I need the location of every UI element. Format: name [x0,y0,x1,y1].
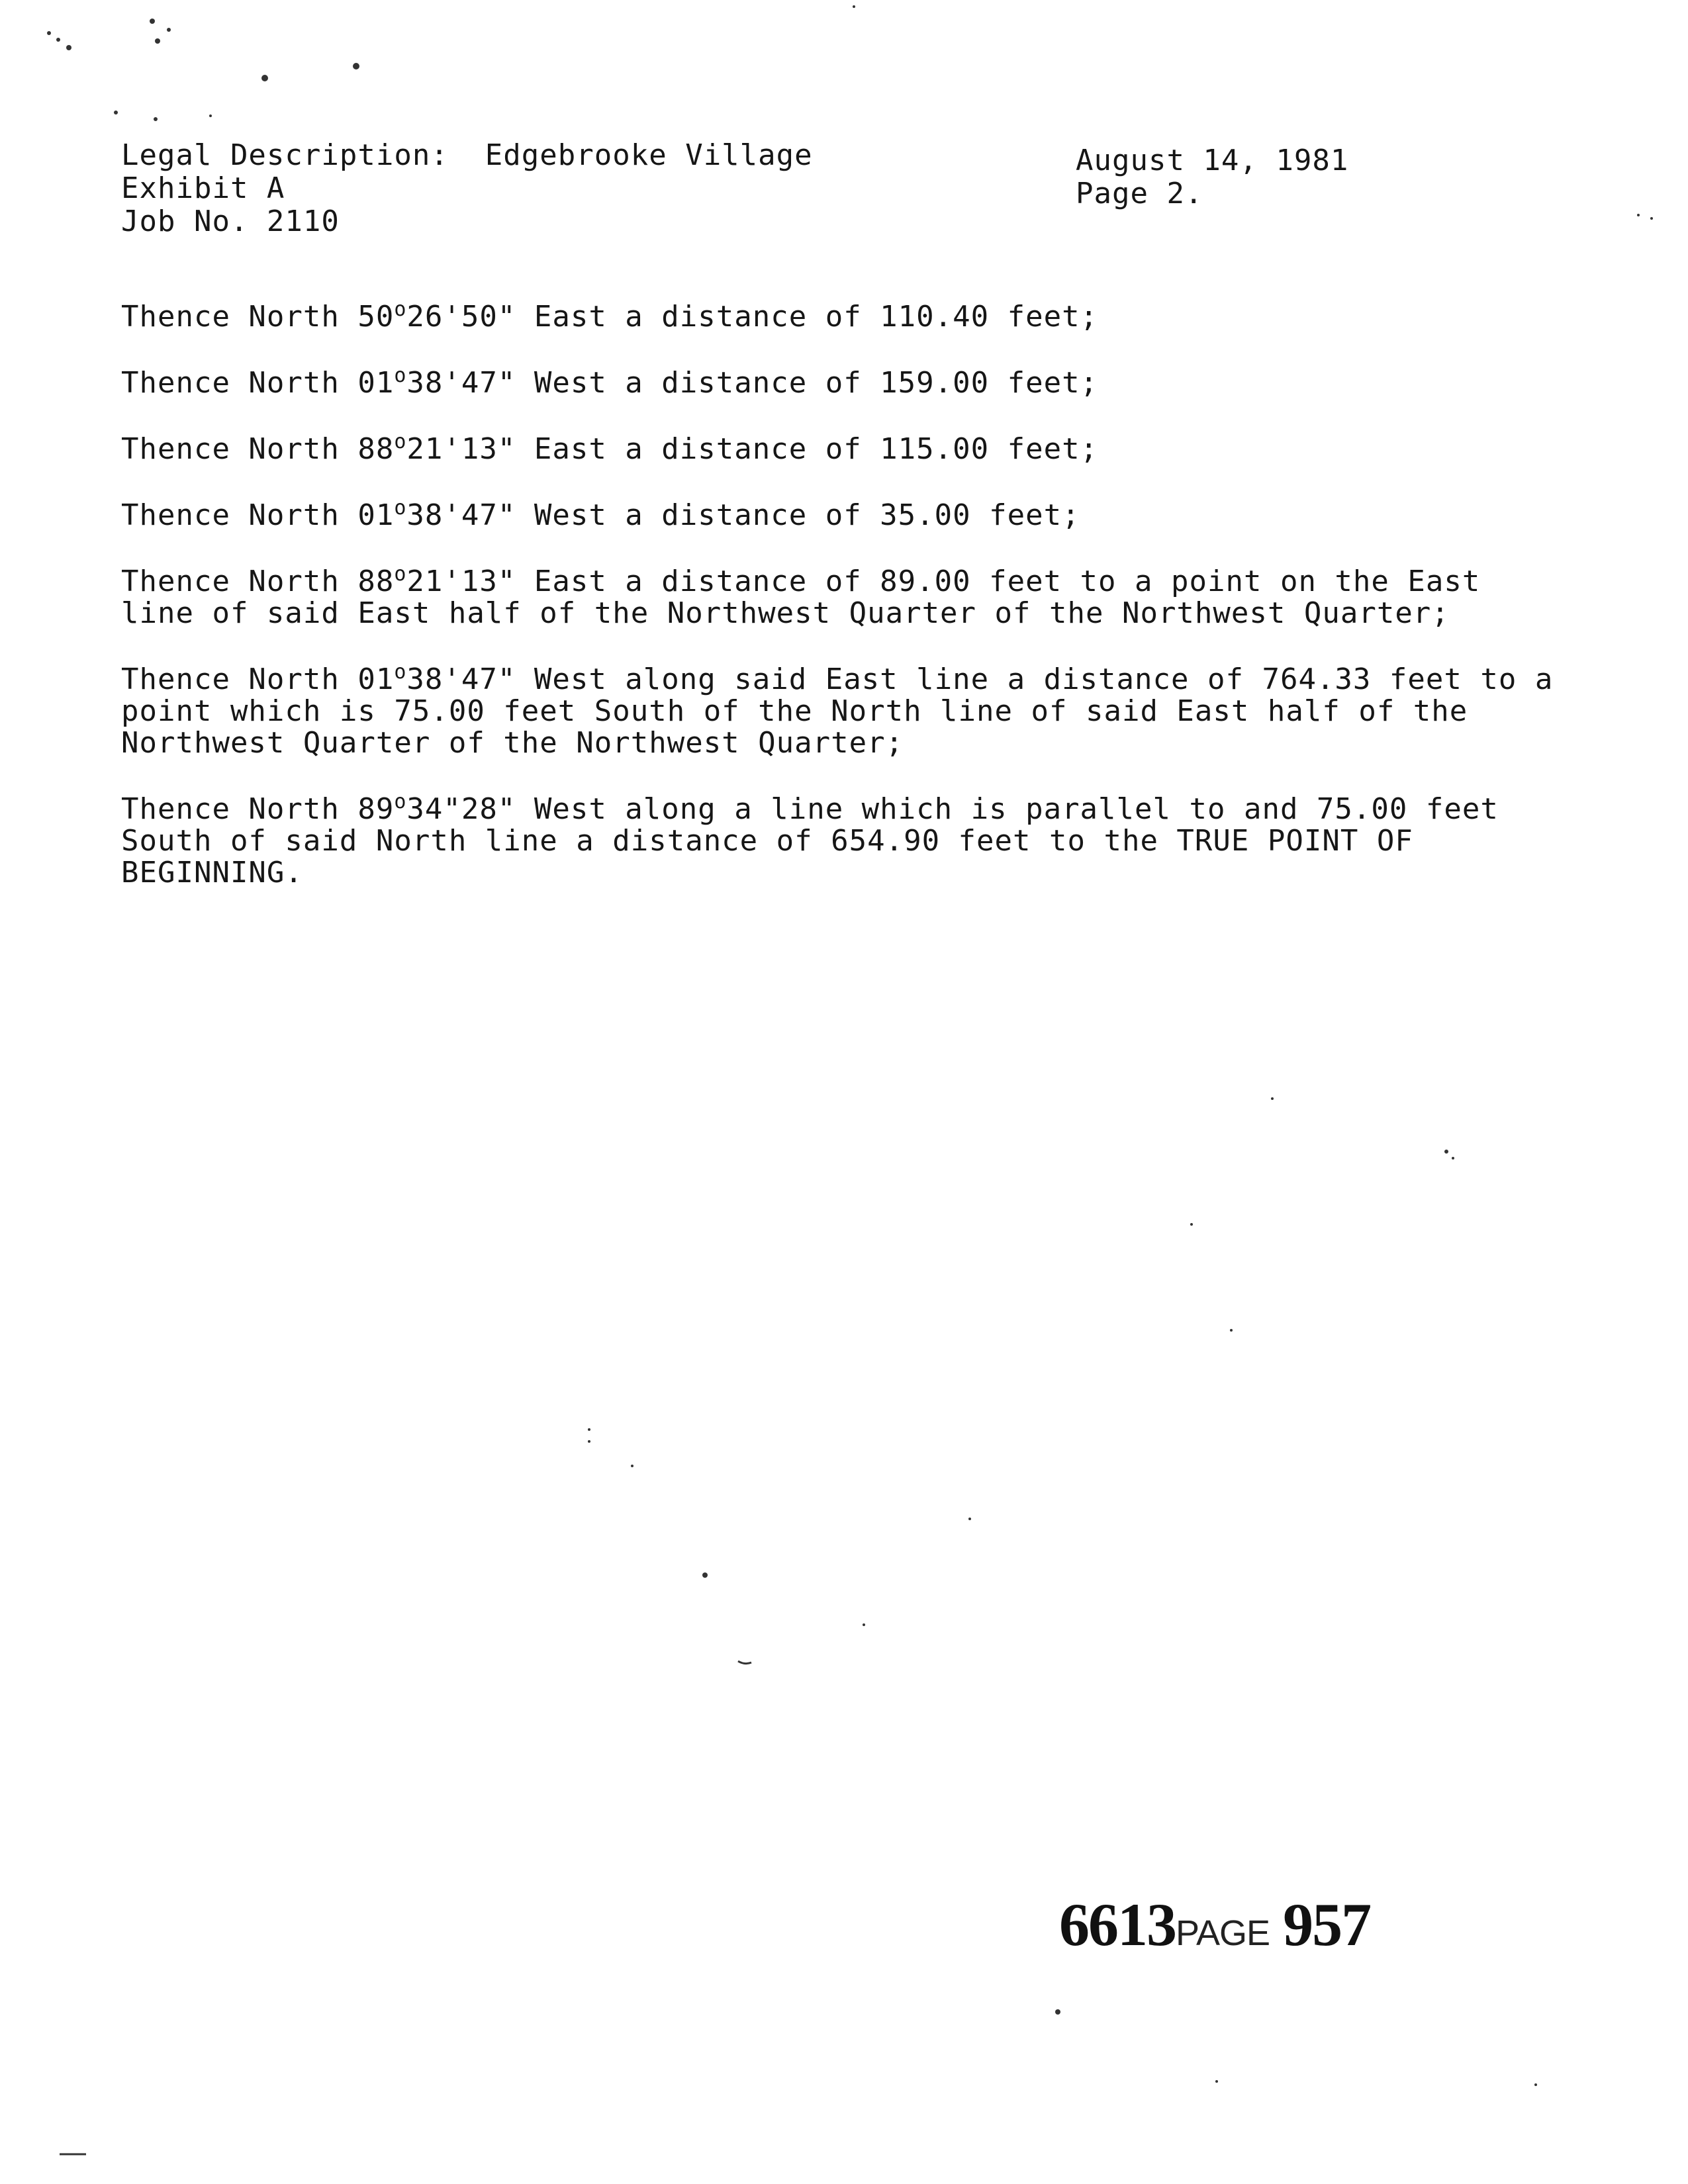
degree-symbol: o [394,790,407,813]
call-text: Thence North 89 [121,792,395,826]
legal-description-title: Legal Description: Edgebrooke Village [121,138,813,172]
page-number: Page 2. [1076,177,1203,210]
call-text: Thence North 50 [121,300,395,334]
exhibit-label: Exhibit A [121,171,285,205]
call-text: Thence North 01 [121,366,395,400]
degree-symbol: o [394,660,407,684]
degree-symbol: o [394,563,407,586]
call-text: Thence North 88 [121,432,395,466]
call-text: 34"28" West along a line which is parallel to and 75.00 feet South of said North line a distance of 654.90 feet to the TRUE POINT OF BEGINNING. [121,792,1517,889]
call-text: Thence North 01 [121,498,395,532]
stamp-page-label: PAGE [1176,1913,1270,1953]
stamp-book-number: 6613 [1059,1891,1176,1958]
call-text: 21'13" East a distance of 89.00 feet to a point on the East line of said East half of the Northwest Quarter of the Northwest Quarter; [121,565,1499,630]
degree-symbol: o [394,430,407,453]
job-number: Job No. 2110 [121,205,340,238]
call-text: 21'13" East a distance of 115.00 feet; [406,432,1099,466]
call-text: 38'47" West a distance of 35.00 feet; [406,498,1080,532]
degree-symbol: o [394,298,407,321]
call-text: 38'47" West along said East line a distance of 764.33 feet to a point which is 75.00 feet South of the North line of said East half of the Northwest Quarter of the Northwest Quarter; [121,662,1571,760]
degree-symbol: o [394,364,407,387]
call-text: Thence North 88 [121,565,395,598]
stamp-page-number: 957 [1283,1891,1371,1958]
degree-symbol: o [394,496,407,520]
call-text: Thence North 01 [121,662,395,696]
call-text: 26'50" East a distance of 110.40 feet; [406,300,1099,334]
call-text: 38'47" West a distance of 159.00 feet; [406,366,1099,400]
document-date: August 14, 1981 [1076,144,1349,177]
